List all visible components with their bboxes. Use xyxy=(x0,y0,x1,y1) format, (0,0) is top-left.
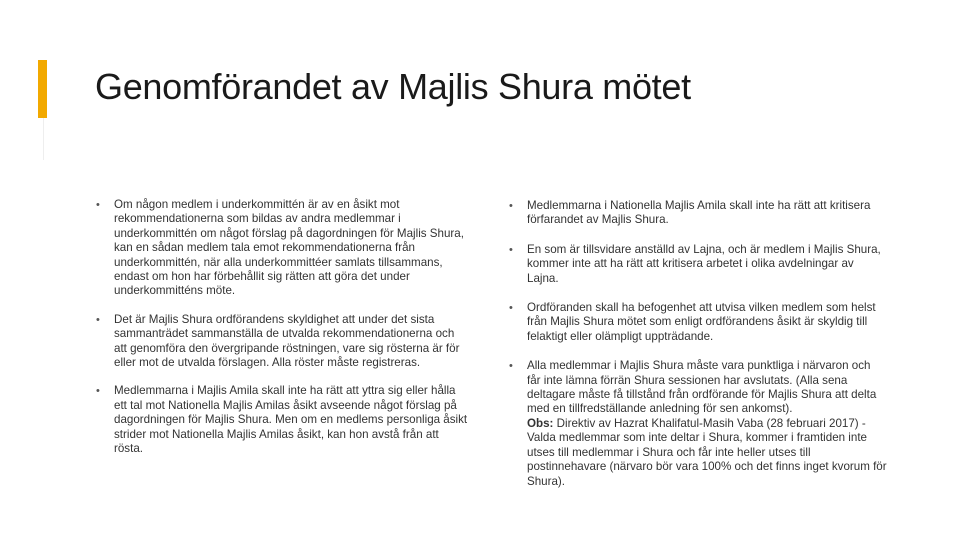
bullet-text: • Det är Majlis Shura ordförandens skyldighet att under det sista sammanträdet sammanställa de utvalda rekommendationerna och att genomföra den övergripande röstningen, vare sig rösterna är för eller mot de utvalda förslagen. Alla röster måste registreras. xyxy=(114,312,460,370)
bullet-text: • Om någon medlem i underkommittén är av en åsikt mot rekommendationerna som bildas av andra medlemmar i underkommittén om något förslag på dagordningen för Majlis Shura, kan en sådan medlem tala emot rekommendationerna från underkommittén, när alla underkommittéer samlats tillsammans, endast om hon har förbehållit sig rätten att göra det under underkommitténs möte. xyxy=(114,198,464,298)
bullet-text: • En som är tillsvidare anställd av Lajna, och är medlem i Majlis Shura, kommer inte att ha rätt att kritisera arbetet i olika avdelningar av Lajna. xyxy=(527,242,881,285)
bullet-item xyxy=(509,301,887,344)
left-bullet-list xyxy=(96,198,468,471)
bullet-item xyxy=(96,198,468,299)
right-bullet-list xyxy=(509,199,887,504)
bullet-text: • Medlemmarna i Majlis Amila skall inte ha rätt att yttra sig eller hålla ett tal mot Nationella Majlis Amilas åsikt avseende något förslag på dagordningen för Majlis Shura. Men om en medlems personliga åsikt strider mot Nationella Majlis Amilas åsikt, kan hon avstå från att rösta. xyxy=(114,384,468,456)
bullet-text: • Ordföranden skall ha befogenhet att utvisa vilken medlem som helst från Majlis Shura mötet som enligt ordförandens åsikt är skyldig till felaktigt eller olämpligt uppträdande. xyxy=(527,301,876,343)
bullet-text: • Medlemmarna i Nationella Majlis Amila skall inte ha rätt att kritisera förfarandet av Majlis Shura. xyxy=(527,199,871,227)
obs-text: Direktiv av Hazrat Khalifatul-Masih Vaba (28 februari 2017) - Valda medlemmar som inte deltar i Shura, kommer i framtiden inte utses till medlemmar i Shura och får inte heller utses till postinnehavare (närvaro bör vara 100% och det finns inget kvorum för Shura). xyxy=(527,416,887,488)
title-accent-bar xyxy=(38,60,47,118)
bullet-text: • Alla medlemmar i Majlis Shura måste vara punktliga i närvaron och får inte lämna förrän Shura sessionen har avslutats. (Alla sena deltagare måste få tillstånd från ordförande för Majlis Shura att delta med en tillfredställande anledning för sen ankomst). xyxy=(527,359,877,416)
bullet-item xyxy=(96,313,468,371)
accent-divider-line xyxy=(43,118,44,160)
bullet-item xyxy=(96,384,468,456)
bullet-item xyxy=(509,243,887,286)
obs-note xyxy=(527,417,887,489)
bullet-item xyxy=(509,359,887,489)
obs-label: Obs: xyxy=(527,416,554,430)
slide-title: Genomförandet av Majlis Shura mötet xyxy=(95,66,691,107)
bullet-item xyxy=(509,199,887,228)
